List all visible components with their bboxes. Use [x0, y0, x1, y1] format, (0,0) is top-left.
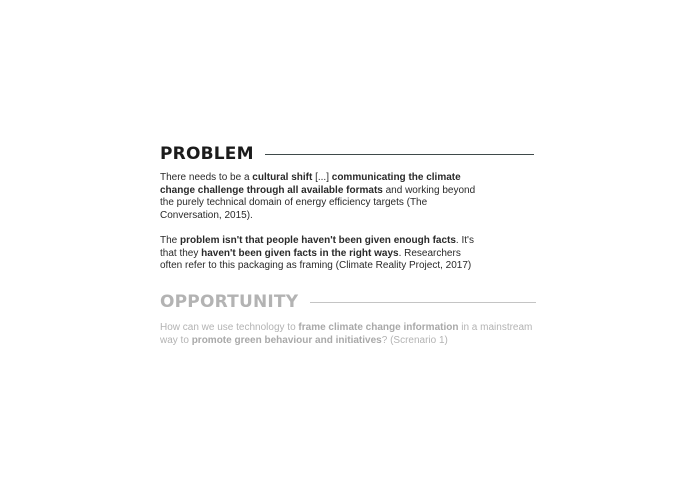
text-run: in a mainstream — [458, 322, 533, 333]
opportunity-section-header — [160, 292, 536, 312]
problem-paragraph-1 — [160, 172, 475, 222]
text-run: ? (Screnario 1) — [381, 334, 448, 346]
emphasis-run: change challenge through all available formats — [160, 184, 383, 196]
text-run: way to — [160, 334, 192, 346]
text-run: often refer to this packaging as framing (Climate Reality Project, 2017) — [160, 260, 472, 272]
opportunity-divider — [310, 302, 536, 303]
emphasis-run: promote green behaviour and initiatives — [191, 334, 382, 346]
text-run: Conversation, 2015). — [160, 209, 253, 221]
emphasis-run: haven't been given facts in the right ways — [201, 247, 399, 259]
text-run: The — [160, 235, 181, 246]
problem-divider — [265, 154, 534, 155]
emphasis-run: communicating the climate — [331, 172, 461, 183]
emphasis-run: cultural shift — [252, 172, 313, 183]
problem-heading: PROBLEM — [160, 144, 254, 164]
text-run: There needs to be a — [160, 172, 253, 183]
text-run: . Researchers — [398, 247, 461, 259]
text-run: that they — [160, 247, 202, 259]
problem-section-header — [160, 144, 534, 164]
text-run: [...] — [312, 172, 332, 183]
text-run: and working beyond — [382, 184, 476, 196]
emphasis-run: problem isn't that people haven't been given enough facts — [180, 235, 456, 246]
opportunity-heading: OPPORTUNITY — [160, 292, 299, 312]
text-run: . It's — [455, 235, 474, 246]
emphasis-run: frame climate change information — [298, 322, 459, 333]
problem-paragraph-2 — [160, 235, 474, 273]
opportunity-paragraph — [160, 322, 532, 347]
text-run: How can we use technology to — [160, 322, 299, 333]
text-run: the purely technical domain of energy efficiency targets (The — [160, 197, 428, 209]
